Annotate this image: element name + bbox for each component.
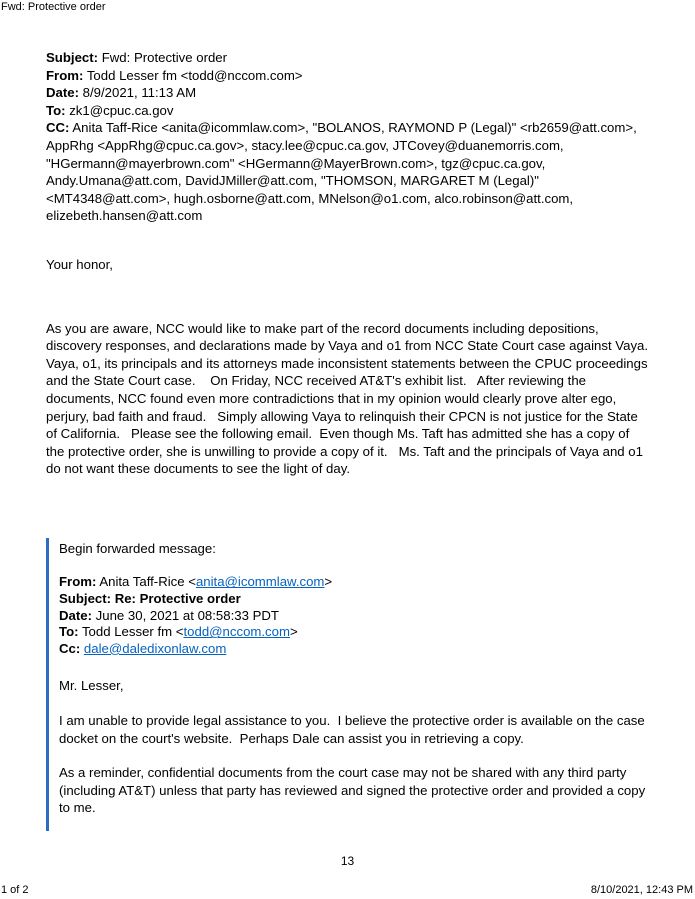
forward-from-label: From: [59, 574, 97, 590]
forward-subject-value: Re: Protective order [114, 591, 241, 607]
header-line-cc [46, 119, 650, 225]
forward-headers [59, 574, 650, 657]
forward-cc-email-link[interactable]: dale@daledixonlaw.com [83, 640, 227, 656]
footer-page-count: 1 of 2 [1, 884, 29, 896]
forward-from-pre: Anita Taff-Rice < [99, 574, 196, 590]
body-paragraph: As you are aware, NCC would like to make part of the record documents including depositions, discovery responses, and declarations made by Vaya and o1 from NCC State Court case against Vaya. Vaya, o1, its principals and its attorneys made inconsistent statements between the CPUC proceedings and the State Court case. On Friday, NCC received AT&T's exhibit list. After reviewing the documents, NCC found even more contradictions that in my opinion would clearly prove alter ego, perjury, bad faith and fraud. Simply allowing Vaya to relinquish their CPCN is not justice for the State of California. Please see the following email. Even though Ms. Taft has admitted she has a copy of the protective order, she is unwilling to provide a copy of it. Ms. Taft and the principals of Vaya and o1 do not want these documents to see the light of day. [46, 320, 652, 477]
forward-to-pre: Todd Lesser fm < [81, 624, 184, 640]
page-number: 13 [340, 854, 355, 868]
header-line-to [46, 102, 650, 120]
forward-cc-label: Cc: [59, 640, 81, 656]
forward-salutation: Mr. Lesser, [59, 678, 124, 694]
forward-line-date [59, 608, 650, 625]
header-line-date [46, 84, 650, 102]
forward-line-to [59, 624, 650, 641]
forward-paragraph-2: As a reminder, confidential documents from the court case may not be shared with any third party (including AT&T) unless that party has reviewed and signed the protective order and provided a copy to me. [59, 765, 649, 816]
salutation: Your honor, [46, 256, 113, 272]
email-content [46, 49, 650, 831]
forward-intro: Begin forwarded message: [59, 540, 216, 556]
print-header-title: Fwd: Protective order [1, 1, 106, 13]
forward-to-email-link[interactable]: todd@nccom.com [183, 624, 290, 640]
forward-from-post: > [324, 574, 333, 590]
header-line-from [46, 67, 650, 85]
forward-from-email-link[interactable]: anita@icommlaw.com [195, 574, 325, 590]
forwarded-message-block [46, 538, 650, 831]
from-value: Todd Lesser fm <todd@nccom.com> [86, 67, 303, 83]
header-line-subject [46, 49, 650, 67]
forward-paragraph-1: I am unable to provide legal assistance to you. I believe the protective order is available on the case docket on the court's website. Perhaps Dale can assist you in retrieving a copy. [59, 713, 649, 746]
forward-line-from [59, 574, 650, 591]
footer-timestamp: 8/10/2021, 12:43 PM [590, 884, 693, 896]
forward-to-post: > [289, 624, 298, 640]
from-label: From: [46, 67, 84, 83]
forward-line-cc [59, 641, 650, 658]
cc-value: Anita Taff-Rice <anita@icommlaw.com>, "BOLANOS, RAYMOND P (Legal)" <rb2659@att.com>, AppRhg <AppRhg@cpuc.ca.gov>, stacy.lee@cpuc.ca.gov, JTCovey@duanemorris.com, "HGermann@mayerbrown.com" <HGermann@MayerBrown.com>, tgz@cpuc.ca.gov, Andy.Umana@att.com, DavidJMiller@att.com, "THOMSON, MARGARET M (Legal)" <MT4348@att.com>, hugh.osborne@att.com, MNelson@o1.com, alco.robinson@att.com, elizebeth.hansen@att.com [46, 120, 637, 224]
forward-line-subject [59, 591, 650, 608]
forward-date-label: Date: [59, 607, 92, 623]
print-footer [1, 884, 693, 896]
to-value: zk1@cpuc.ca.gov [69, 102, 174, 118]
date-label: Date: [46, 85, 79, 101]
forward-subject-label: Subject: [59, 591, 112, 607]
subject-label: Subject: [46, 50, 99, 65]
forward-to-label: To: [59, 624, 79, 640]
forward-date-value: June 30, 2021 at 08:58:33 PDT [95, 607, 279, 623]
subject-value: Fwd: Protective order [101, 50, 228, 65]
date-value: 8/9/2021, 11:13 AM [82, 85, 197, 101]
cc-label: CC: [46, 120, 70, 136]
to-label: To: [46, 102, 66, 118]
